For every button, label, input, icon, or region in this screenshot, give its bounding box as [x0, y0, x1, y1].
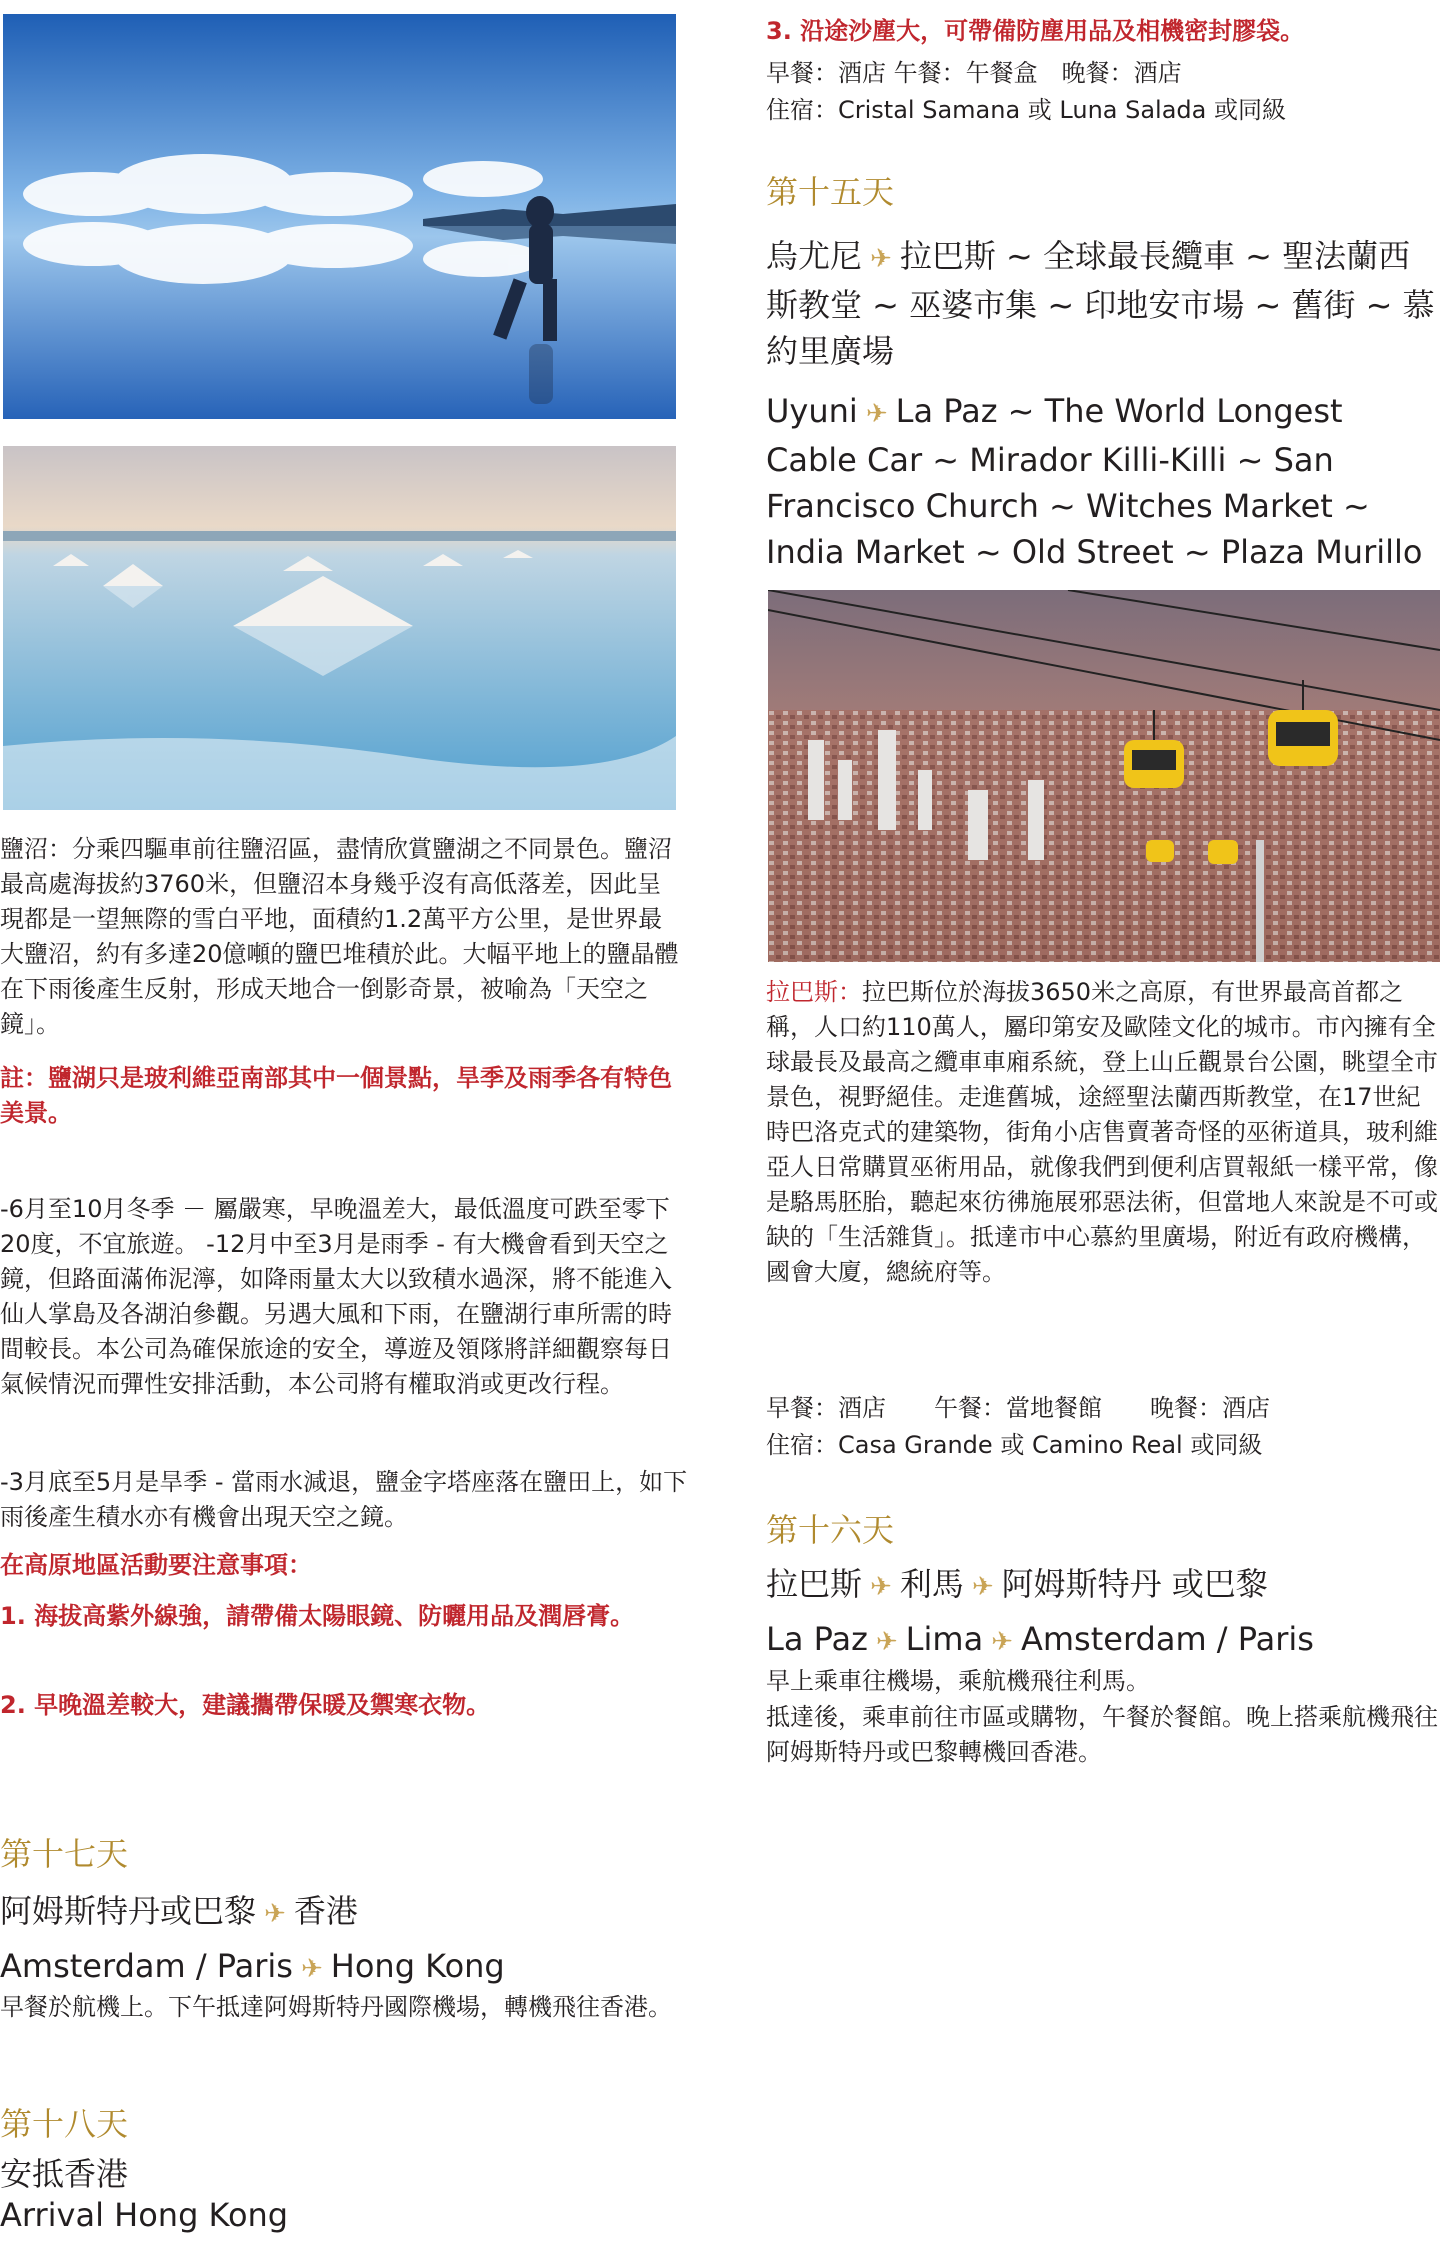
day16-description-2: 抵達後，乘車前往市區或購物，午餐於餐館。晚上搭乘航機飛往阿姆斯特丹或巴黎轉機回香港。	[766, 1703, 1438, 1766]
la-paz-description	[766, 975, 1440, 1290]
plane-icon: ✈	[875, 1627, 898, 1657]
day15-hotel: 住宿：Casa Grande 或 Camino Real 或同級	[766, 1431, 1263, 1459]
altitude-tips-title: 在高原地區活動要注意事項：	[0, 1551, 312, 1579]
plane-icon: ✈	[264, 1899, 286, 1929]
season-dry-paragraph: -3月底至5月是旱季 - 當雨水減退，鹽金字塔座落在鹽田上，如下雨後產生積水亦有機會出現天空之鏡。	[0, 1468, 688, 1531]
plane-icon: ✈	[870, 1572, 892, 1602]
day16-route-en	[766, 1616, 1314, 1665]
day15-origin-en: Uyuni	[766, 392, 858, 430]
salt-flats-description: 鹽沼：分乘四驅車前往鹽沼區，盡情欣賞鹽湖之不同景色。鹽沼最高處海拔約3760米，但鹽沼本身幾乎沒有高低落差，因此呈現都是一望無際的雪白平地，面積約1.2萬平方公里，是世界最大鹽沼，約有多達20億噸的鹽巴堆積於此。大幅平地上的鹽晶體在下雨後產生反射，形成天地合一倒影奇景，被喻為「天空之鏡」。	[0, 835, 679, 1038]
day16-title: 第十六天	[766, 1511, 895, 1549]
day14-meals: 早餐：酒店 午餐：午餐盒 晚餐：酒店	[766, 59, 1182, 87]
day17-route-zh	[0, 1888, 358, 1937]
day18-route-en: Arrival Hong Kong	[0, 2196, 289, 2234]
salt-lake-note: 註：鹽湖只是玻利維亞南部其中一個景點，旱季及雨季各有特色美景。	[0, 1064, 672, 1127]
plane-icon: ✈	[870, 244, 892, 274]
day16-stop-zh: 利馬	[899, 1565, 964, 1603]
day17-origin-zh: 阿姆斯特丹或巴黎	[0, 1892, 257, 1930]
salt-pyramids-photo	[3, 446, 676, 810]
day17-dest-zh: 香港	[293, 1892, 358, 1930]
la-paz-label: 拉巴斯：	[766, 978, 862, 1006]
day17-origin-en: Amsterdam / Paris	[0, 1947, 293, 1985]
day15-stops-zh: 拉巴斯 ~ 全球最長纜車 ~ 聖法蘭西斯教堂 ~ 巫婆市集 ~ 印地安市場 ~ 舊街 ~ 慕約里廣場	[766, 237, 1435, 370]
day16-route-zh	[766, 1561, 1268, 1610]
day16-origin-zh: 拉巴斯	[766, 1565, 863, 1603]
day15-route-en	[766, 388, 1440, 575]
day15-meals: 早餐：酒店 午餐：當地餐館 晚餐：酒店	[766, 1394, 1270, 1422]
la-paz-cable-car-photo	[768, 590, 1440, 962]
day16-description-1: 早上乘車往機場，乘航機飛往利馬。	[766, 1667, 1150, 1695]
plane-icon: ✈	[971, 1572, 994, 1602]
day18-route-zh: 安抵香港	[0, 2155, 129, 2193]
altitude-tip-2: 2. 早晚溫差較大，建議攜帶保暖及禦寒衣物。	[0, 1691, 491, 1719]
day17-route-en	[0, 1943, 505, 1992]
salt-flat-mirror-photo	[3, 14, 676, 419]
day16-dest-en: Amsterdam / Paris	[1020, 1620, 1314, 1658]
altitude-tip-1: 1. 海拔高紫外線強，請帶備太陽眼鏡、防曬用品及潤唇膏。	[0, 1602, 635, 1630]
day17-description: 早餐於航機上。下午抵達阿姆斯特丹國際機場，轉機飛往香港。	[0, 1993, 672, 2021]
la-paz-text: 拉巴斯位於海拔3650米之高原，有世界最高首都之稱，人口約110萬人，屬印第安及歐陸文化的城市。市內擁有全球最長及最高之纜車車廂系統，登上山丘觀景台公園，眺望全市景色，視野絕佳。走進舊城，途經聖法蘭西斯教堂，在17世紀時巴洛克式的建築物，街角小店售賣著奇怪的巫術道具，玻利維亞人日常購買巫術用品，就像我們到便利店買報紙一樣平常，像是駱馬胚胎，聽起來彷彿施展邪惡法術，但當地人來說是不可或缺的「生活雜貨」。抵達市中心慕約里廣場，附近有政府機構，國會大廈，總統府等。	[766, 978, 1438, 1286]
day15-title: 第十五天	[766, 173, 895, 211]
day15-route-zh	[766, 233, 1440, 374]
day16-stop-en: Lima	[905, 1620, 984, 1658]
day17-dest-en: Hong Kong	[330, 1947, 505, 1985]
day18-title: 第十八天	[0, 2105, 129, 2143]
day16-dest-zh: 阿姆斯特丹 或巴黎	[1001, 1565, 1268, 1603]
plane-icon: ✈	[991, 1627, 1013, 1657]
plane-icon: ✈	[865, 399, 888, 429]
plane-icon: ✈	[300, 1954, 323, 1984]
day14-hotel: 住宿：Cristal Samana 或 Luna Salada 或同級	[766, 96, 1287, 124]
day17-title: 第十七天	[0, 1835, 129, 1873]
altitude-tip-3: 3. 沿途沙塵大，可帶備防塵用品及相機密封膠袋。	[766, 17, 1305, 45]
day16-origin-en: La Paz	[766, 1620, 868, 1658]
day15-origin-zh: 烏尤尼	[766, 237, 863, 275]
season-winter-rainy-paragraph: -6月至10月冬季 － 屬嚴寒，早晚溫差大，最低溫度可跌至零下20度，不宜旅遊。 -12月中至3月是雨季 - 有大機會看到天空之鏡，但路面滿佈泥濘，如降雨量太大以致積水過深，將不能進入仙人掌島及各湖泊參觀。另遇大風和下雨，在鹽湖行車所需的時間較長。本公司為確保旅途的安全，導遊及領隊將詳細觀察每日氣候情況而彈性安排活動，本公司將有權取消或更改行程。	[0, 1195, 672, 1398]
day15-stops-en: La Paz ~ The World Longest Cable Car ~ Mirador Killi-Killi ~ San Francisco Church ~ Witches Market ~ India Market ~ Old Street ~ Plaza Murillo	[766, 392, 1423, 571]
